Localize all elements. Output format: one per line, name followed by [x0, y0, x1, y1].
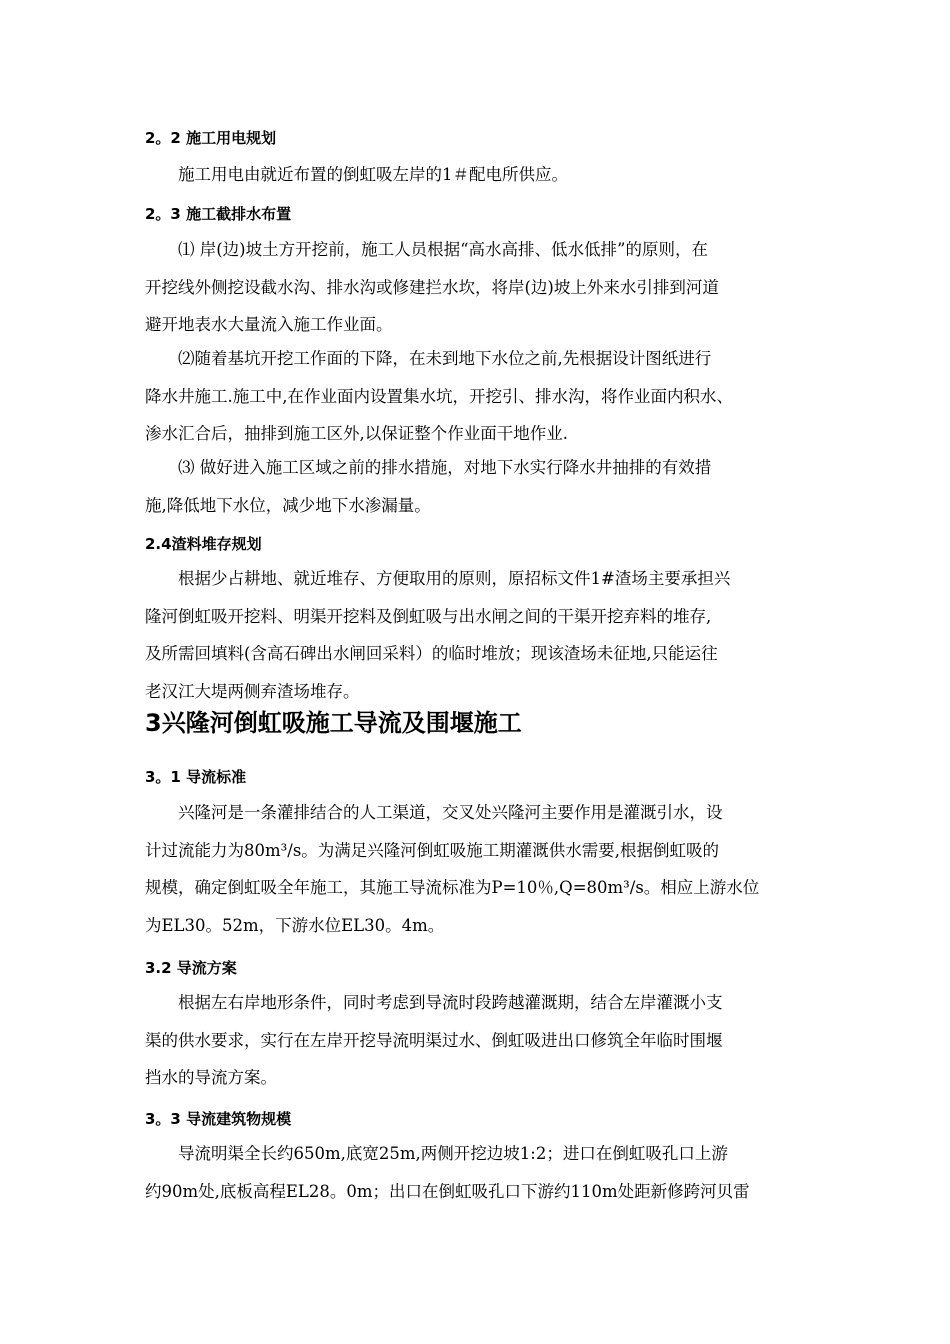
paragraph	[145, 156, 810, 194]
text-line: ⑶ 做好进入施工区域之前的排水措施，对地下水实行降水井抽排的有效措	[178, 458, 712, 477]
text-line: 老汉江大堤两侧弃渣场堆存。	[145, 681, 360, 701]
text-line: 根据左右岸地形条件，同时考虑到导流时段跨越灌溉期，结合左岸灌溉小支	[178, 993, 723, 1012]
chapter-3	[145, 708, 810, 738]
text-line: ⑴ 岸(边)坡土方开挖前，施工人员根据“高水高排、低水低排”的原则，在	[178, 240, 708, 259]
chapter-title: 3兴隆河倒虹吸施工导流及围堰施工	[145, 709, 522, 737]
text-line: 及所需回填料(含高石碑出水闸回采料）的临时堆放；现该渣场未征地,只能运往	[145, 644, 718, 663]
paragraph	[145, 984, 810, 1097]
text-line: 避开地表水大量流入施工作业面。	[145, 315, 393, 334]
section-heading: 2。2 施工用电规划	[145, 129, 277, 147]
text-line: 施,降低地下水位，减少地下水渗漏量。	[145, 495, 431, 515]
section-3-3	[145, 1109, 810, 1129]
section-3-1	[145, 767, 810, 787]
paragraph	[145, 560, 810, 710]
text-line: 根据少占耕地、就近堆存、方便取用的原则，原招标文件1#渣场主要承担兴	[178, 569, 731, 588]
section-2-3	[145, 204, 810, 224]
text-line: 规模，确定倒虹吸全年施工，其施工导流标准为P=10％,Q=80m³/s。相应上游水位	[145, 878, 760, 897]
paragraph	[145, 1135, 810, 1210]
section-3-2	[145, 958, 810, 978]
section-2-4	[145, 534, 810, 554]
text-line: 开挖线外侧挖设截水沟、排水沟或修建拦水坎，将岸(边)坡上外来水引排到河道	[145, 277, 719, 297]
text-line: 兴隆河是一条灌排结合的人工渠道，交叉处兴隆河主要作用是灌溉引水，设	[178, 803, 723, 822]
section-2-2	[145, 128, 810, 148]
section-heading: 3.2 导流方案	[145, 959, 237, 977]
section-heading: 2.4渣料堆存规划	[145, 535, 262, 553]
paragraph	[145, 231, 810, 344]
paragraph	[145, 449, 810, 524]
text-line: 计过流能力为80m³/s。为满足兴隆河倒虹吸施工期灌溉供水需要,根据倒虹吸的	[145, 840, 720, 860]
text-line: 渗水汇合后，抽排到施工区外,以保证整个作业面干地作业.	[145, 424, 568, 443]
section-heading: 3。3 导流建筑物规模	[145, 1110, 292, 1128]
paragraph	[145, 794, 810, 944]
text-line: 导流明渠全长约650m,底宽25m,两侧开挖边坡1:2；进口在倒虹吸孔口上游	[178, 1144, 728, 1163]
text-line: 约90m处,底板高程EL28。0m；出口在倒虹吸孔口下游约110m处距新修跨河贝雷	[145, 1181, 750, 1201]
text-line: 隆河倒虹吸开挖料、明渠开挖料及倒虹吸与出水闸之间的干渠开挖弃料的堆存,	[145, 606, 712, 626]
section-heading: 2。3 施工截排水布置	[145, 205, 292, 223]
text-line: 施工用电由就近布置的倒虹吸左岸的1＃配电所供应。	[178, 165, 568, 184]
text-line: 为EL30。52m，下游水位EL30。4m。	[145, 915, 445, 935]
text-line: 挡水的导流方案。	[145, 1068, 277, 1087]
text-line: 降水井施工.施工中,在作业面内设置集水坑，开挖引、排水沟，将作业面内积水、	[145, 386, 733, 406]
section-heading: 3。1 导流标准	[145, 768, 247, 786]
text-line: 渠的供水要求，实行在左岸开挖导流明渠过水、倒虹吸进出口修筑全年临时围堰	[145, 1030, 723, 1050]
text-line: ⑵随着基坑开挖工作面的下降，在未到地下水位之前,先根据设计图纸进行	[178, 349, 712, 368]
paragraph	[145, 340, 810, 453]
